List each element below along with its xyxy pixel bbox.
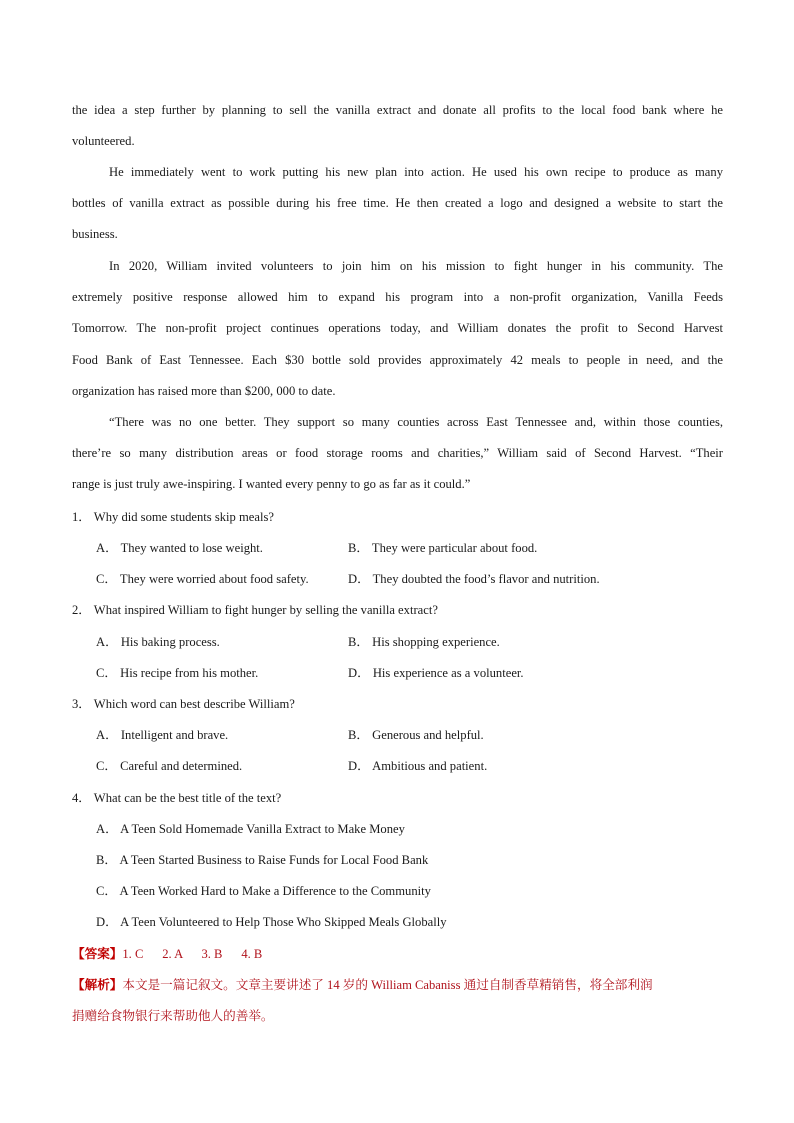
question-4-option-b[interactable]: B． A Teen Started Business to Raise Funds for Local Food Bank bbox=[96, 853, 429, 867]
question-4-option-d[interactable]: D． A Teen Volunteered to Help Those Who Skipped Meals Globally bbox=[96, 915, 447, 929]
passage-line: organization has raised more than $200, 000 to date. bbox=[72, 383, 336, 398]
answer-text: 1. C 2. A 3. B 4. B bbox=[122, 947, 263, 961]
passage-paragraph-0 bbox=[72, 95, 723, 157]
question-1-option-a[interactable]: A． They wanted to lose weight. bbox=[96, 541, 263, 555]
question-2-stem: 2． What inspired William to fight hunger by selling the vanilla extract? bbox=[72, 603, 438, 617]
passage-line: volunteered. bbox=[72, 134, 135, 149]
passage-line: Food Bank of East Tennessee. Each $30 bottle sold provides approximately 42 meals to people in need, and the bbox=[72, 352, 723, 367]
question-4-option-a[interactable]: A． A Teen Sold Homemade Vanilla Extract to Make Money bbox=[96, 822, 405, 836]
passage-line: In 2020, William invited volunteers to join him on his mission to fight hunger in his community. The bbox=[109, 259, 723, 273]
passage-line: range is just truly awe-inspiring. I wanted every penny to go as far as it could.” bbox=[72, 477, 471, 492]
question-1-option-d[interactable]: D． They doubted the food’s flavor and nutrition. bbox=[348, 572, 600, 586]
analysis-tag: 【解析】 bbox=[72, 978, 123, 992]
passage-line: there’re so many distribution areas or food storage rooms and charities,” William said of Second Harvest. “Their bbox=[72, 446, 723, 461]
question-2-option-c[interactable]: C． His recipe from his mother. bbox=[96, 666, 259, 680]
question-2-option-d[interactable]: D． His experience as a volunteer. bbox=[348, 666, 524, 680]
question-4-stem: 4． What can be the best title of the text? bbox=[72, 791, 282, 805]
question-4-option-c[interactable]: C． A Teen Worked Hard to Make a Difference to the Community bbox=[96, 884, 431, 898]
question-2-option-a[interactable]: A． His baking process. bbox=[96, 635, 220, 649]
passage-line: the idea a step further by planning to sell the vanilla extract and donate all profits to the local food bank where he bbox=[72, 103, 723, 117]
passage-paragraph-1 bbox=[72, 157, 723, 251]
answer-tag: 【答案】 bbox=[72, 947, 123, 961]
question-2-option-b[interactable]: B． His shopping experience. bbox=[348, 635, 500, 649]
passage-paragraph-3 bbox=[72, 407, 723, 501]
question-3-stem: 3． Which word can best describe William? bbox=[72, 697, 295, 711]
analysis-line-1 bbox=[72, 975, 653, 995]
question-1-option-b[interactable]: B． They were particular about food. bbox=[348, 541, 538, 555]
analysis-line-2: 捐赠给食物银行来帮助他人的善举。 bbox=[72, 1009, 274, 1023]
analysis-text-1: 本文是一篇记叙文。文章主要讲述了 14 岁的 William Cabaniss 通过自制香草精销售，将全部利润 bbox=[122, 978, 653, 992]
answer-line bbox=[72, 944, 262, 964]
question-1-option-c[interactable]: C． They were worried about food safety. bbox=[96, 572, 309, 586]
passage-paragraph-2 bbox=[72, 251, 723, 407]
passage-line: bottles of vanilla extract as possible during his free time. He then created a logo and designed a website to start the bbox=[72, 196, 723, 211]
passage-line: extremely positive response allowed him to expand his program into a non-profit organization, Vanilla Feeds bbox=[72, 290, 723, 305]
question-1-stem: 1． Why did some students skip meals? bbox=[72, 510, 274, 524]
passage-line: He immediately went to work putting his new plan into action. He used his own recipe to produce as many bbox=[109, 165, 723, 179]
question-3-option-b[interactable]: B． Generous and helpful. bbox=[348, 728, 484, 742]
passage-line: business. bbox=[72, 227, 118, 242]
question-3-option-a[interactable]: A． Intelligent and brave. bbox=[96, 728, 229, 742]
passage-line: “There was no one better. They support so many counties across East Tennessee and, within those counties, bbox=[109, 415, 723, 429]
question-3-option-c[interactable]: C． Careful and determined. bbox=[96, 759, 243, 773]
passage-line: Tomorrow. The non-profit project continues operations today, and William donates the profit to Second Harvest bbox=[72, 321, 723, 336]
question-3-option-d[interactable]: D． Ambitious and patient. bbox=[348, 759, 488, 773]
